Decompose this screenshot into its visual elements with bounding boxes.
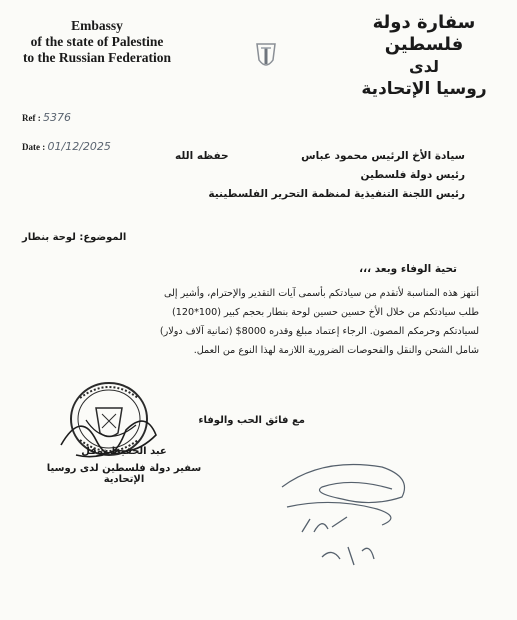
handwritten-annotation: [262, 447, 427, 582]
addressee-block: [165, 147, 465, 204]
header-english-line: of the state of Palestine: [30, 34, 164, 49]
body-line: شامل الشحن والنقل والفحوصات الضرورية اللازمة لهذا النوع من العمل.: [193, 345, 479, 356]
header-english-line: Embassy: [71, 18, 123, 33]
closing-phrase: مع فائق الحب والوفاء: [198, 415, 305, 426]
date-field: [22, 140, 111, 153]
subject-line: الموضوع: لوحة بنطار: [22, 232, 127, 243]
signatory-name: عبد الحفيظ نوفل: [81, 446, 167, 457]
letter-body: [59, 284, 479, 360]
embassy-header-english: [8, 18, 186, 66]
addressee-honorific: حفظه الله: [175, 150, 229, 162]
signature-scribble: [56, 400, 176, 470]
date-value: 01/12/2025: [47, 140, 111, 153]
header-arabic-line: سفارة دولة فلسطين: [372, 12, 476, 55]
header-arabic-line: روسيا الإتحادية: [361, 79, 487, 99]
header-arabic-line: لدى: [409, 57, 439, 76]
palestine-emblem-icon: [251, 40, 281, 74]
addressee-title-2: رئيس اللجنة التنفيذية لمنظمة التحرير الفلسطينية: [208, 188, 465, 200]
body-line: لسيادتكم وحرمكم المصون. الرجاء إعتماد مبلغ وقدره 8000$ (ثمانية آلاف دولار): [159, 326, 479, 337]
addressee-title-1: رئيس دولة فلسطين: [360, 169, 465, 181]
body-line: طلب سيادتكم من خلال الأخ حسين حسين لوحة بنطار بحجم كبير (100*120): [172, 307, 479, 318]
date-label: Date :: [22, 142, 46, 152]
header-english-line: to the Russian Federation: [22, 50, 172, 65]
embassy-header-arabic: [349, 12, 499, 100]
reference-label: Ref :: [22, 113, 41, 123]
reference-field: [22, 111, 71, 124]
greeting: تحية الوفاء وبعد ،،،: [359, 263, 457, 275]
reference-value: 5376: [43, 111, 71, 124]
signatory-title: سفير دولة فلسطين لدى روسيا الإتحادية: [46, 463, 202, 485]
addressee-name: سيادة الأخ الرئيس محمود عباس: [301, 150, 465, 162]
body-line: أنتهز هذه المناسبة لأتقدم من سيادتكم بأسمى آيات التقدير والإحترام، وأشير إلى: [163, 288, 479, 299]
